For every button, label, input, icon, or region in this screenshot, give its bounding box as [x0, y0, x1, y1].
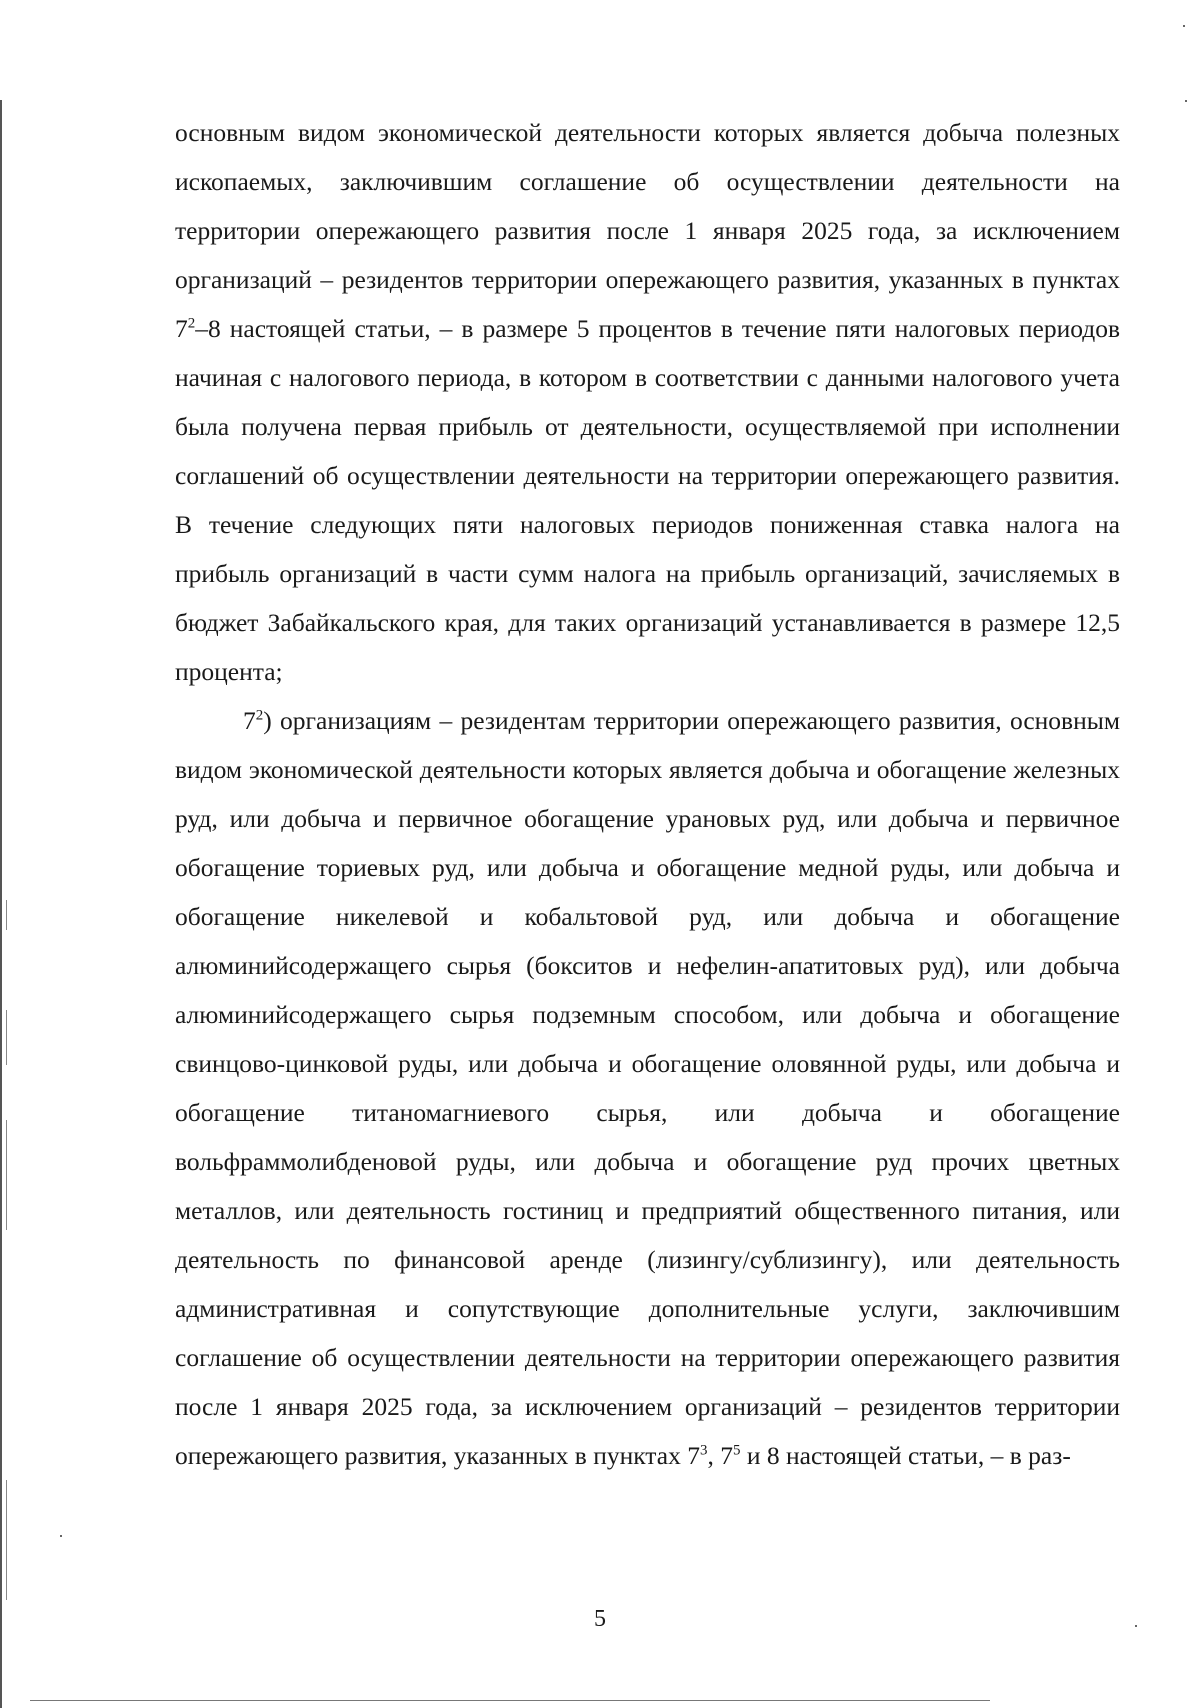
scan-margin-mark — [6, 1010, 7, 1065]
scan-margin-mark — [6, 1480, 7, 1600]
item-number: 7 — [243, 706, 256, 735]
scan-margin-mark — [6, 1120, 7, 1230]
paragraph-text: и 8 настоящей статьи, – в раз- — [740, 1441, 1071, 1470]
superscript: 2 — [255, 707, 264, 724]
document-body — [175, 108, 1120, 1480]
scan-bottom-line — [30, 1700, 990, 1701]
scan-margin-mark — [6, 900, 7, 930]
scan-speck — [1185, 100, 1187, 102]
superscript: 3 — [699, 1442, 708, 1459]
paragraph-text: ) организациям – резидентам территории опережающего развития, основным видом экономической деятельности которых является добыча и обогащение железных руд, или добыча и первичное обогащение урановых руд, или добыча и первичное обогащение ториевых руд, или добыча и обогащение медной руды, или добыча и обогащение никелевой и кобальтовой руд, или добыча и обогащение алюминийсодержащего сырья (бокситов и нефелин-апатитовых руд), или добыча алюминийсодержащего сырья подземным способом, или добыча и обогащение свинцово-цинковой руды, или добыча и обогащение оловянной руды, или добыча и обогащение титаномагниевого сырья, или добыча и обогащение вольфраммолибденовой руды, или добыча и обогащение руд прочих цветных металлов, или деятельность гостиниц и предприятий общественного питания, или деятельность по финансовой аренде (лизингу/сублизингу), или деятельность административная и сопутствующие дополнительные услуги, заключившим соглашение об осуществлении деятельности на территории опережающего развития после 1 января 2025 года, за исключением организаций – резидентов территории опережающего развития, указанных в пунктах 7 — [175, 706, 1120, 1470]
scan-speck — [1183, 25, 1185, 27]
paragraph-text: , 7 — [707, 1441, 733, 1470]
paragraph-text: основным видом экономической деятельности которых является добыча полезных ископаемых, заключившим соглашение об осуществлении деятельности на территории опережающего развития после 1 января 2025 года, за исключением организаций – резидентов территории опережающего развития, указанных в пунктах 7 — [175, 118, 1120, 343]
scan-speck — [60, 1535, 62, 1537]
superscript: 5 — [732, 1442, 741, 1459]
superscript: 2 — [187, 315, 196, 332]
paragraph-text: –8 настоящей статьи, – в размере 5 процентов в течение пяти налоговых периодов начиная с налогового периода, в котором в соответствии с данными налогового учета была получена первая прибыль от деятельности, осуществляемой при исполнении соглашений об осуществлении деятельности на территории опережающего развития. В течение следующих пяти налоговых периодов пониженная ставка налога на прибыль организаций в части сумм налога на прибыль организаций, зачисляемых в бюджет Забайкальского края, для таких организаций устанавливается в размере 12,5 процента; — [175, 314, 1120, 686]
paragraph-continuation — [175, 108, 1120, 696]
paragraph-item-7-2 — [175, 696, 1120, 1480]
scan-margin-line — [0, 100, 2, 1708]
page-number: 5 — [594, 1606, 606, 1632]
